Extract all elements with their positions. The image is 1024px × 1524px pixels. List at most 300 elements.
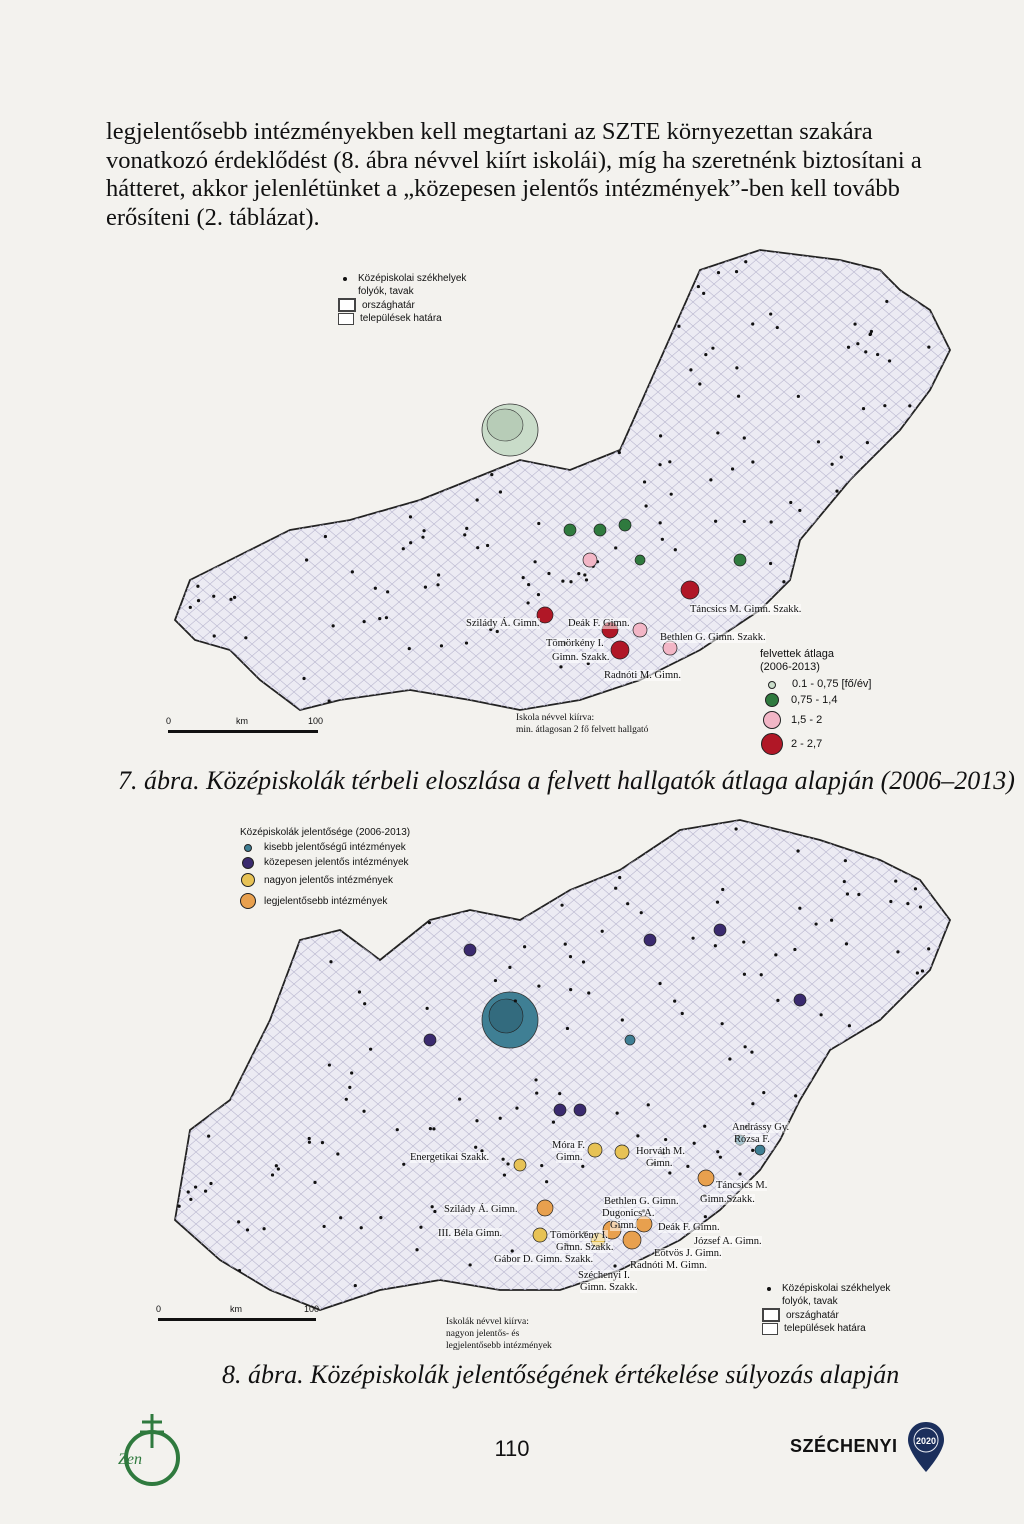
school-point [204,1190,207,1193]
school-point [704,353,707,356]
school-point [857,893,860,896]
school-point [789,501,792,504]
school-point [769,312,772,315]
school-point [508,966,511,969]
school-point [491,394,494,397]
school-point [328,910,331,913]
school-point [674,548,677,551]
school-point [921,969,924,972]
legend-label: folyók, tavak [782,1296,838,1307]
school-point [738,1172,741,1175]
school-point [192,1299,195,1302]
highlighted-school-point [424,1034,436,1046]
school-point [333,450,336,453]
school-label: Gimn. [556,1152,583,1163]
school-point [377,326,380,329]
school-point [877,1158,880,1161]
school-point [502,893,505,896]
school-point [686,276,689,279]
highlighted-school-point [514,1159,526,1171]
school-point [889,900,892,903]
highlighted-school-point [698,1170,714,1186]
school-point [750,1051,753,1054]
school-point [891,1249,894,1252]
school-label: Rózsa F. [734,1134,770,1145]
school-point [423,828,426,831]
school-point [714,944,717,947]
scale-zero: 0 [156,1304,162,1314]
school-label: Tömörkény I. [550,1230,608,1241]
school-point [897,561,900,564]
school-point [217,1018,220,1021]
school-point [751,628,754,631]
highlighted-school-point [594,524,606,536]
school-point [527,583,530,586]
school-point [291,943,294,946]
school-point [689,368,692,371]
school-label: Deák F. Gimn. [568,618,630,629]
school-point [329,960,332,963]
school-point [386,590,389,593]
school-point [834,1085,837,1088]
school-point [797,395,800,398]
school-point [751,1102,754,1105]
class-2-icon [765,693,779,707]
school-point [950,1026,953,1029]
school-point [769,562,772,565]
school-point [429,1127,432,1130]
school-point [762,1273,765,1276]
school-point [263,1227,266,1230]
school-label: Széchenyi I. [578,1270,630,1281]
figure8-legend-classes [240,826,410,909]
border-icon [338,298,356,312]
note-line: legjelentősebb intézmények [446,1341,552,1351]
school-point [906,1082,909,1085]
school-point [515,1107,518,1110]
bullet-icon [343,277,347,281]
school-label: Gimn. [610,1220,637,1231]
school-point [416,1288,419,1291]
school-point [776,999,779,1002]
highlighted-school-point [623,1231,641,1249]
school-point [796,1218,799,1221]
school-point [207,898,210,901]
zene-logo-text: Zen [118,1451,142,1468]
school-point [259,389,262,392]
school-point [751,322,754,325]
school-point [916,511,919,514]
highlighted-school-point [619,519,631,531]
school-point [229,598,232,601]
school-point [751,460,754,463]
school-point [207,1305,210,1308]
school-point [618,876,621,879]
school-point [233,596,236,599]
school-point [864,350,867,353]
school-point [709,478,712,481]
class-4-icon [240,893,256,909]
school-point [570,340,573,343]
school-point [354,1284,357,1287]
school-point [798,509,801,512]
school-label: Gábor D. Gimn. Szakk. [494,1254,594,1265]
school-point [843,597,846,600]
school-point [899,684,902,687]
school-point [934,580,937,583]
school-point [388,1294,391,1297]
school-point [794,1094,797,1097]
school-point [673,1000,676,1003]
school-point [192,458,195,461]
school-point [569,580,572,583]
school-point [407,694,410,697]
border-icon [762,1308,780,1322]
school-point [886,525,889,528]
school-point [175,909,178,912]
figure7-legend-classes [760,648,872,755]
figure8-caption: 8. ábra. Középiskolák jelentőségének értékelése súlyozás alapján [222,1360,900,1389]
school-point [210,1064,213,1067]
school-point [579,401,582,404]
school-point [698,382,701,385]
school-point [366,361,369,364]
figure7-named-note [516,712,648,736]
school-point [440,644,443,647]
school-point [583,573,586,576]
school-point [938,824,941,827]
school-point [201,417,204,420]
school-point [385,616,388,619]
school-point [179,506,182,509]
school-label: Táncsics M. [716,1180,768,1191]
school-point [728,1057,731,1060]
school-point [613,343,616,346]
school-point [671,278,674,281]
school-point [199,337,202,340]
school-point [939,690,942,693]
school-point [729,1248,732,1251]
school-point [643,480,646,483]
school-point [830,463,833,466]
school-point [785,1202,788,1205]
school-point [537,984,540,987]
school-point [428,443,431,446]
school-point [644,326,647,329]
school-point [411,394,414,397]
school-point [324,250,327,253]
school-point [255,364,258,367]
school-point [409,515,412,518]
school-point [225,684,228,687]
school-point [491,455,494,458]
school-point [928,1158,931,1161]
legend-label: települések határa [360,313,442,324]
school-point [886,1215,889,1218]
school-point [893,661,896,664]
school-point [916,971,919,974]
school-point [913,486,916,489]
school-point [945,649,948,652]
school-point [415,1248,418,1251]
school-point [523,945,526,948]
school-point [586,281,589,284]
school-point [294,1303,297,1306]
school-point [862,407,865,410]
school-point [830,919,833,922]
school-point [172,358,175,361]
school-point [626,902,629,905]
school-point [308,1137,311,1140]
school-point [189,606,192,609]
school-point [217,890,220,893]
school-label: Móra F. [552,1140,585,1151]
school-point [267,495,270,498]
school-point [381,914,384,917]
school-point [493,455,496,458]
school-point [415,1293,418,1296]
highlighted-school-point [734,554,746,566]
school-point [182,453,185,456]
school-point [261,271,264,274]
school-point [876,353,879,356]
school-point [420,483,423,486]
school-point [286,449,289,452]
school-point [271,1173,274,1176]
school-point [259,538,262,541]
school-point [390,926,393,929]
highlighted-school-point [564,524,576,536]
school-point [762,1091,765,1094]
school-point [730,1218,733,1221]
school-point [486,544,489,547]
highlighted-school-point [681,581,699,599]
school-point [618,451,621,454]
school-point [189,1198,192,1201]
school-point [469,1263,472,1266]
school-point [882,1214,885,1217]
school-point [944,519,947,522]
school-point [282,495,285,498]
highlighted-school-point [537,1200,553,1216]
school-point [582,960,585,963]
school-point [228,371,231,374]
school-point [566,1027,569,1030]
school-point [875,557,878,560]
legend-label: 0,75 - 1,4 [791,693,838,706]
school-point [776,326,779,329]
school-point [176,947,179,950]
school-point [920,529,923,532]
school-point [391,418,394,421]
paragraph-line: hátteret, akkor jelenlétünket a „közepesen jelentős intézmények”-ben kell tovább [106,175,900,203]
school-point [735,270,738,273]
school-point [906,902,909,905]
school-point [428,921,431,924]
school-point [686,1165,689,1168]
school-point [445,886,448,889]
school-point [865,1121,868,1124]
school-point [514,999,517,1002]
school-point [542,322,545,325]
school-label: Bethlen G. Gimn. [604,1196,679,1207]
school-point [321,1141,324,1144]
school-point [868,491,871,494]
school-point [603,294,606,297]
school-point [396,1128,399,1131]
legend-label: országhatár [786,1309,839,1321]
school-point [356,418,359,421]
school-point [925,546,928,549]
school-point [581,1306,584,1309]
school-point [714,259,717,262]
school-point [308,1141,311,1144]
school-point [815,922,818,925]
school-point [172,1020,175,1023]
school-point [560,904,563,907]
school-point [432,1127,435,1130]
school-point [192,920,195,923]
note-line: min. átlagosan 2 fő felvett hallgató [516,725,649,735]
highlighted-school-point [583,553,597,567]
school-point [426,1007,429,1010]
school-point [435,264,438,267]
note-line: Iskolák névvel kiírva: [446,1317,529,1327]
school-point [262,515,265,518]
school-point [856,342,859,345]
school-point [927,947,930,950]
school-point [234,472,237,475]
school-point [515,878,518,881]
school-point [305,558,308,561]
school-point [187,1190,190,1193]
school-point [796,849,799,852]
school-point [620,284,623,287]
school-point [424,585,427,588]
school-point [279,927,282,930]
school-point [339,921,342,924]
highlighted-school-point [714,924,726,936]
scale-unit: km [236,716,248,726]
school-point [681,1012,684,1015]
school-point [455,447,458,450]
school-point [866,441,869,444]
school-point [844,859,847,862]
school-point [840,456,843,459]
school-point [209,1182,212,1185]
school-point [846,892,849,895]
school-point [178,1205,181,1208]
school-point [903,710,906,713]
school-point [847,346,850,349]
school-point [905,609,908,612]
school-point [721,888,724,891]
school-point [302,677,305,680]
school-point [437,573,440,576]
school-point [328,1063,331,1066]
school-point [243,306,246,309]
school-point [937,1071,940,1074]
school-label: Gimn. Szakk. [552,652,610,663]
class-4-icon [761,733,783,755]
school-point [219,1100,222,1103]
school-point [614,887,617,890]
school-point [265,1308,268,1311]
school-point [697,285,700,288]
school-point [494,979,497,982]
school-point [817,440,820,443]
school-point [835,490,838,493]
school-point [935,1286,938,1289]
school-point [919,905,922,908]
school-point [223,270,226,273]
school-point [621,1018,624,1021]
school-point [243,363,246,366]
school-point [328,699,331,702]
school-point [192,690,195,693]
school-point [348,358,351,361]
school-point [885,300,888,303]
school-point [883,404,886,407]
school-point [640,911,643,914]
school-point [616,1112,619,1115]
school-point [240,671,243,674]
school-point [735,366,738,369]
school-point [716,431,719,434]
school-point [743,973,746,976]
badge-text: 2020 [915,1436,937,1446]
school-point [808,1242,811,1245]
school-point [744,1045,747,1048]
school-point [734,827,737,830]
highlighted-school-point [635,555,645,565]
school-point [782,580,785,583]
school-point [873,1041,876,1044]
school-point [476,546,479,549]
school-point [276,401,279,404]
school-point [209,1284,212,1287]
school-point [914,887,917,890]
school-point [711,347,714,350]
school-point [301,440,304,443]
school-point [894,879,897,882]
school-point [270,917,273,920]
school-point [224,402,227,405]
school-point [760,973,763,976]
school-point [716,1150,719,1153]
school-point [428,410,431,413]
school-point [908,404,911,407]
school-label: Szilády Á. Gimn. [444,1204,518,1215]
school-point [601,930,604,933]
paragraph-line: vonatkozó érdeklődést (8. ábra névvel kiírt iskolái), míg ha szeretnénk biztosítani a [106,146,922,174]
school-point [921,623,924,626]
school-point [668,460,671,463]
school-point [737,395,740,398]
settlement-border-icon [338,313,354,325]
school-point [208,435,211,438]
school-point [201,1096,204,1099]
school-point [886,613,889,616]
school-point [844,619,847,622]
class-2-icon [242,857,254,869]
school-point [624,829,627,832]
school-point [820,1013,823,1016]
school-point [474,1146,477,1149]
school-point [824,1143,827,1146]
school-point [348,1086,351,1089]
school-point [410,446,413,449]
